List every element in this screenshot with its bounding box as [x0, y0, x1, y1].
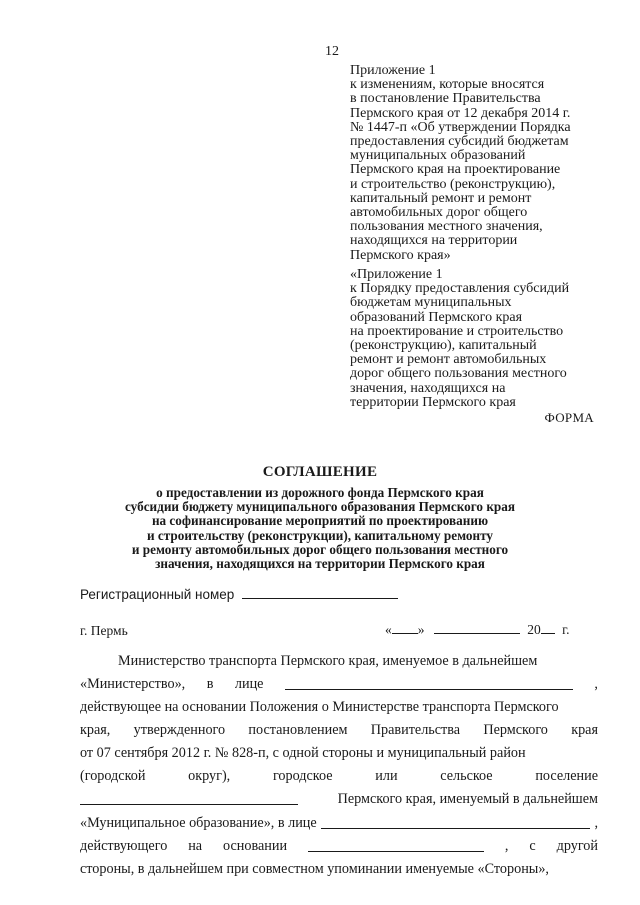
appendix-line: «Приложение 1	[350, 267, 443, 282]
appendix-line: капитальный ремонт и ремонт	[350, 190, 532, 206]
body-word: округ),	[188, 768, 231, 784]
body-text: в	[206, 676, 214, 692]
appendix-line: предоставления субсидий бюджетам	[350, 134, 569, 150]
date-year-field[interactable]	[541, 620, 555, 634]
appendix-line: находящихся на территории	[350, 233, 518, 249]
appendix-line: образований Пермского края	[350, 309, 523, 325]
subtitle-line: значения, находящихся на территории Пермского края	[155, 556, 485, 572]
body-text: стороны, в дальнейшем при совместном упоминании именуемые «Стороны»,	[80, 861, 549, 877]
body-text: лице	[234, 676, 264, 692]
body-word: края,	[80, 722, 111, 738]
body-word: поселение	[535, 768, 598, 784]
body-line-1	[80, 648, 598, 670]
body-text: «Министерство»,	[80, 676, 186, 692]
appendix-line: к Порядку предоставления субсидий	[350, 281, 570, 297]
appendix-line: значения, находящихся на	[350, 380, 506, 396]
body-line-3	[80, 694, 598, 716]
page-number: 12	[325, 44, 339, 59]
body-word: сельское	[440, 768, 493, 784]
appendix-block-amendments	[350, 64, 620, 263]
body-line-8	[80, 810, 598, 832]
date-close-quote: »	[417, 622, 425, 637]
registration-row	[80, 585, 398, 602]
body-word: на	[188, 838, 203, 854]
appendix-line: на проектирование и строительство	[350, 323, 564, 339]
body-line-4	[80, 717, 598, 739]
subtitle-line: и строительству (реконструкции), капитальному ремонту	[147, 527, 493, 543]
body-text: Министерство транспорта Пермского края, именуемое в дальнейшем	[118, 653, 538, 669]
form-label: ФОРМА	[544, 410, 594, 425]
body-word: городское	[272, 768, 333, 784]
body-word: утвержденного	[133, 722, 226, 738]
date-row	[385, 620, 570, 638]
date-month-field[interactable]	[434, 620, 520, 634]
body-line-6	[80, 763, 598, 785]
body-word: Правительства	[370, 722, 461, 738]
body-text: ,	[504, 838, 509, 854]
body-line-5	[80, 740, 598, 762]
appendix-line: дорог общего пользования местного	[350, 366, 567, 382]
appendix-line: Пермского края от 12 декабря 2014 г.	[350, 105, 571, 121]
municipality-representative-field[interactable]	[321, 827, 591, 829]
appendix-block-procedure	[350, 268, 620, 410]
city-label: г. Пермь	[80, 623, 128, 638]
body-word: Пермского	[483, 722, 548, 738]
body-text: от 07 сентября 2012 г. № 828-п, с одной стороны и муниципальный район	[80, 745, 526, 761]
body-text: «Муниципальное образование», в лице	[80, 815, 317, 831]
body-word: основании	[223, 838, 288, 854]
date-day-field[interactable]	[392, 620, 418, 634]
body-word: края	[571, 722, 598, 738]
subtitle-line: на софинансирование мероприятий по проектированию	[151, 513, 489, 529]
body-line-10	[80, 856, 598, 878]
body-word: с	[529, 838, 536, 854]
appendix-line: пользования местного значения,	[350, 219, 543, 235]
body-line-9	[80, 833, 598, 855]
appendix-line: к изменениям, которые вносятся	[350, 77, 545, 93]
subtitle-line: и ремонту автомобильных дорог общего пользования местного	[131, 541, 509, 557]
body-text: ,	[594, 815, 598, 831]
appendix-line: Приложение 1	[350, 63, 436, 78]
date-year-prefix: 20	[527, 622, 541, 637]
body-text: действующее на основании Положения о Министерстве транспорта Пермского	[80, 699, 559, 715]
basis-document-field[interactable]	[308, 850, 484, 852]
date-open-quote: «	[385, 622, 392, 637]
date-year-suffix: г.	[562, 622, 570, 637]
subtitle-line: субсидии бюджету муниципального образования Пермского края	[125, 499, 515, 515]
registration-number-field[interactable]	[242, 585, 398, 599]
body-word: (городской	[80, 768, 146, 784]
body-text: ,	[594, 676, 598, 692]
body-word: другой	[556, 838, 598, 854]
document-subtitle	[0, 486, 640, 571]
appendix-line: в постановление Правительства	[350, 91, 541, 107]
document-title: СОГЛАШЕНИЕ	[262, 464, 378, 480]
appendix-line: территории Пермского края	[350, 394, 516, 410]
appendix-line: автомобильных дорог общего	[350, 205, 528, 221]
body-word: действующего	[80, 838, 168, 854]
appendix-line: бюджетам муниципальных	[350, 295, 512, 311]
appendix-line: муниципальных образований	[350, 148, 526, 164]
appendix-line: и строительство (реконструкцию),	[350, 176, 556, 192]
appendix-line: Пермского края»	[350, 247, 451, 263]
body-word: постановлением	[248, 722, 348, 738]
municipality-name-field[interactable]	[80, 803, 298, 805]
appendix-line: ремонт и ремонт автомобильных	[350, 352, 547, 368]
body-word: или	[375, 768, 398, 784]
body-line-2	[80, 671, 598, 693]
registration-label: Регистрационный номер	[80, 587, 235, 602]
appendix-line: Пермского края на проектирование	[350, 162, 561, 178]
representative-name-field[interactable]	[285, 688, 573, 690]
appendix-line: (реконструкцию), капитальный	[350, 338, 537, 354]
appendix-line: № 1447-п «Об утверждении Порядка	[350, 119, 571, 135]
body-text: Пермского края, именуемый в дальнейшем	[337, 791, 598, 807]
subtitle-line: о предоставлении из дорожного фонда Пермского края	[156, 485, 484, 500]
body-line-7	[80, 786, 598, 808]
